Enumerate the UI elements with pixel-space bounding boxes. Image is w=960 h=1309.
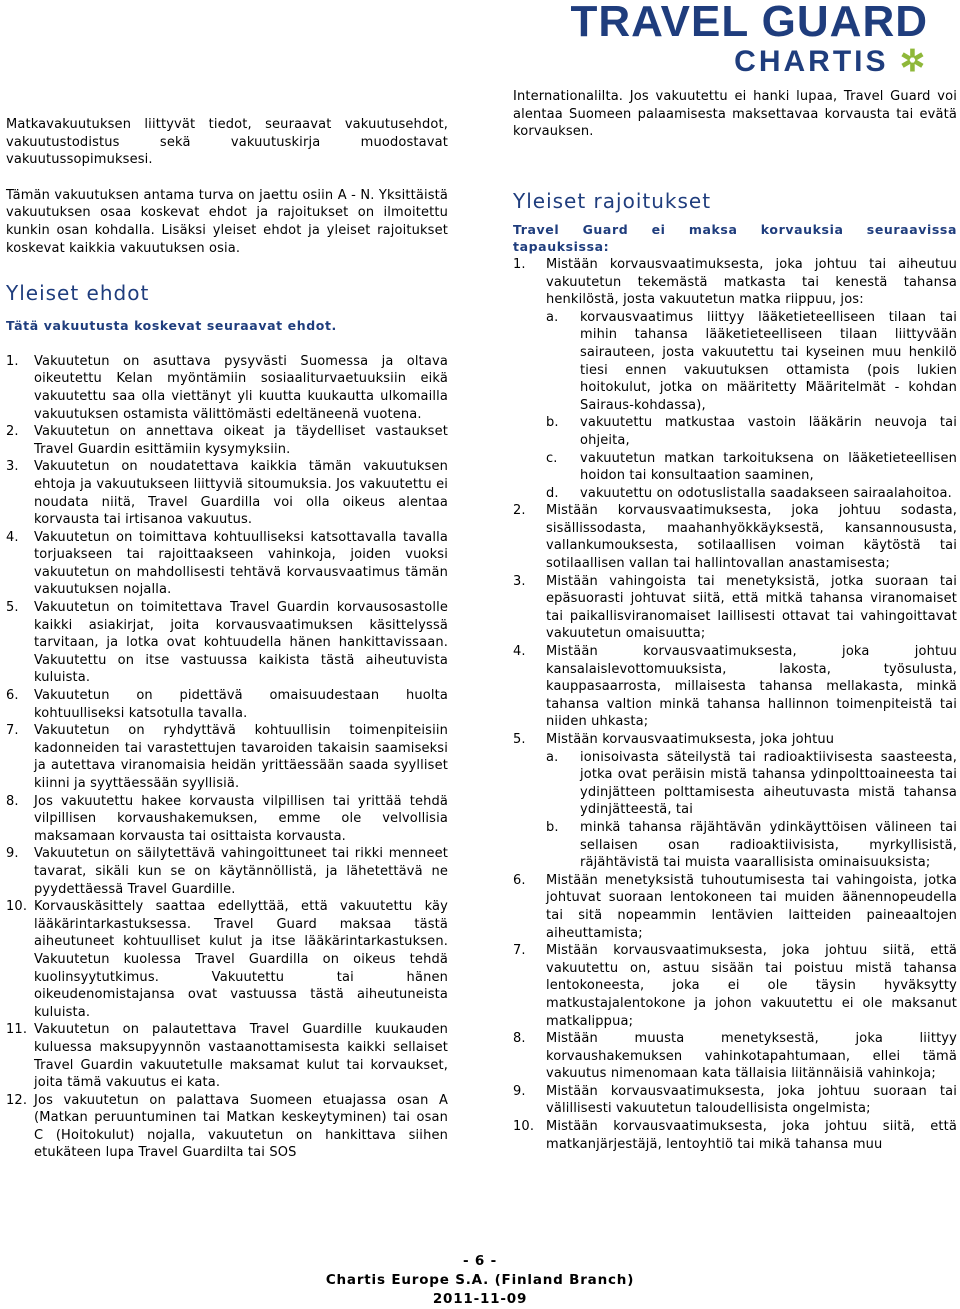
list-item: 1. Mistään korvausvaatimuksesta, joka johtuu tai aiheutuu vakuutetun tekemästä matkasta tai kenestä tahansa henkilöstä, josta vakuutetun matka riippuu, jos: a. korvausvaatimus liittyy lääketieteelliseen tilaan tai mihin tahansa lääketieteelliseen tilaan liittyvään sairauteen, josta vakuutettu tai kyseinen muu henkilö tiesi ennen vakuutuksen ottamista (pois lukien hoitokulut, jotka on määritetty Määritelmät - kohdan Sairaus-kohdassa), b. vakuutettu matkustaa vastoin lääkärin neuvoja tai ohjeita, c. vakuutetun matkan tarkoituksena on lääketieteellisen hoidon tai konsultaation saaminen, d. vakuutettu on odotuslistalla saadakseen sairaalahoitoa. — [513, 256, 957, 501]
sub-list-item: a. ionisoivasta säteilystä tai radioaktiivisesta saasteesta, jotka ovat peräisin mistä tahansa ydinpolttoaineesta tai ydinjätteen polttamisesta aiheutuvasta mistä tahansa ydinjätteestä, tai — [546, 749, 957, 818]
list-item: 10. Korvauskäsittely saattaa edellyttää, että vakuutettu käy lääkärintarkastuksessa. Travel Guard maksaa tästä aiheutuneet kohtuulliset kulut ja itse lääkärintarkastuksen. Vakuutetun kuolessa Travel Guardilla on oikeus tehdä kuolinsyytutkimus. Vakuutettu tai hänen oikeudenomistajansa ovat vastuussa tästä aiheutuneista kuluista. — [6, 899, 448, 1020]
logo-brand: TRAVEL GUARD — [570, 0, 928, 46]
list-item: 2. Vakuutetun on annettava oikeat ja täydelliset vastaukset Travel Guardin esittämiin kysymyksiin. — [6, 424, 448, 457]
page-footer — [0, 1252, 960, 1309]
list-item: 1. Vakuutetun on asuttava pysyvästi Suomessa ja oltava oikeutettu Kelan myöntämiin sosiaaliturvaetuuksiin eikä vakuutettu saa olla viettänyt yli kuutta kuukautta ulkomailla vakuutuksen ostamista välittömästi edeltäneenä vuotena. — [6, 353, 448, 422]
sub-list-item: b. minkä tahansa räjähtävän ydinkäyttöisen välineen tai sellaisen osan radioaktiivisista, myrkyllisistä, räjähtävistä tai muista vaarallisista ominaisuuksista; — [546, 819, 957, 871]
general-exclusions-heading: Yleiset rajoitukset — [513, 188, 712, 213]
list-item: 9. Vakuutetun on säilytettävä vahingoittuneet tai rikki menneet tavarat, sikäli kun se on käytännöllistä, ja lähetettävä ne pyydettäessä Travel Guardille. — [6, 846, 448, 897]
general-terms-list — [6, 353, 448, 1162]
sub-list — [546, 749, 957, 872]
list-item: 3. Vakuutetun on noudatettava kaikkia tämän vakuutuksen ehtoja ja vakuutukseen liittyviä sitoumuksia. Jos vakuutettu ei noudata niitä, Travel Guardilla voi olla oikeus alentaa korvausta tai irtisanoa vakuutus. — [6, 459, 448, 528]
intro-paragraph-1: Matkavakuutuksen liittyvät tiedot, seuraavat vakuutusehdot, vakuutustodistus sekä vakuutuskirja muodostavat vakuutussopimuksesi. — [6, 117, 448, 168]
list-item: 4. Vakuutetun on toimittava kohtuulliseksi katsottavalla tavalla torjuakseen tai rajoittaakseen vahinkoja, joiden vuoksi vakuutetun on mahdollisesti tehtävä korvausvaatimus tämän vakuutuksen nojalla. — [6, 529, 448, 598]
general-terms-heading: Yleiset ehdot — [6, 281, 150, 306]
general-exclusions-list — [513, 256, 957, 1153]
list-item: 5. Vakuutetun on toimitettava Travel Guardin korvausosastolle kaikki asiakirjat, joita korvausvaatimuksen käsittelyssä tarvitaan, ja lotka ovat kohtuudella hänen hankittavissaan. Vakuutettu on itse vastuussa kaikista tästä aiheutuvista kuluista. — [6, 600, 448, 686]
chartis-swirl-icon: ✲ — [899, 45, 928, 78]
list-item: 8. Mistään muusta menetyksestä, joka liittyy korvaushakemuksen vahinkotapahtumaan, ellei tämä vakuutus nimenomaan kata tällaisia liitännäisiä vahinkoja; — [513, 1031, 957, 1082]
general-exclusions-subheading: Travel Guard ei maksa korvauksia seuraavissa tapauksissa: — [513, 221, 957, 255]
right-column — [513, 88, 957, 1153]
continued-paragraph: Internationalilta. Jos vakuutettu ei hanki lupaa, Travel Guard voi alentaa Suomeen palaamisesta maksettavaa korvausta tai evätä korvauksen. — [513, 89, 957, 140]
sub-list — [546, 309, 957, 503]
intro-paragraph-2: Tämän vakuutuksen antama turva on jaettu osiin A - N. Yksittäistä vakuutuksen osaa koskevat ehdot ja rajoitukset on ilmoitettu kunkin osan kohdalla. Lisäksi yleiset ehdot ja yleiset rajoitukset koskevat kaikkia vakuutuksen osia. — [6, 187, 448, 256]
list-item: 9. Mistään korvausvaatimuksesta, joka johtuu suoraan tai välillisesti vakuutetun taloudellisista ongelmista; — [513, 1083, 957, 1117]
sub-list-item: c. vakuutetun matkan tarkoituksena on lääketieteellisen hoidon tai konsultaation saaminen, — [546, 450, 957, 484]
list-item: 12. Jos vakuutetun on palattava Suomeen etuajassa osan A (Matkan peruuntuminen tai Matkan keskeytyminen) tai osan C (Hoitokulut) nojalla, vakuutetun on hankittava siihen etukäteen lupa Travel Guardilta tai SOS — [6, 1092, 448, 1161]
list-item: 10. Mistään korvausvaatimuksesta, joka johtuu siitä, että matkanjärjestäjä, lentoyhtiö tai mikä tahansa muu — [513, 1119, 957, 1152]
list-item: 6. Mistään menetyksistä tuhoutumisesta tai vahingoista, jotka johtuvat suoraan lentokoneen tai muiden äänennopeudella tai sitä nopeammin lentävien laitteiden paineaaltojen aiheuttamista; — [513, 872, 957, 941]
list-item: 11. Vakuutetun on palautettava Travel Guardille kuukauden kuluessa maksupyynnön vastaanottamisesta kaikki sellaiset Travel Guardin vakuutetulle maksamat kulut tai korvaukset, joita tämä vakuutus ei kata. — [6, 1022, 448, 1091]
sub-list-item: d. vakuutettu on odotuslistalla saadakseen sairaalahoitoa. — [546, 485, 952, 501]
sub-list-item: a. korvausvaatimus liittyy lääketieteelliseen tilaan tai mihin tahansa lääketieteelliseen tilaan liittyvään sairauteen, josta vakuutettu tai kyseinen muu henkilö tiesi ennen vakuutuksen ottamista (pois lukien hoitokulut, jotka on määritetty Määritelmät - kohdan Sairaus-kohdassa), — [546, 309, 957, 413]
list-item: 4. Mistään korvausvaatimuksesta, joka johtuu kansalaislevottomuuksista, lakosta, työsulusta, kauppasaarrosta, millaisesta tahansa mellakasta, minkä tahansa valtion minkä tahansa hallinnon toimenpiteistä tai niiden uhkasta; — [513, 644, 957, 730]
list-item: 7. Mistään korvausvaatimuksesta, joka johtuu siitä, että vakuutettu on, astuu sisään tai poistuu mistä tahansa lentokoneesta, joka ei ole täysin hyväksytty matkustajalentokone ja johon vakuutettu ei ole maksanut matkalippua; — [513, 943, 957, 1029]
sub-list-item: b. vakuutettu matkustaa vastoin lääkärin neuvoja tai ohjeita, — [546, 415, 957, 448]
footer-date: 2011-11-09 — [432, 1291, 528, 1307]
list-item: 6. Vakuutetun on pidettävä omaisuudestaan huolta kohtuulliseksi katsotulla tavalla. — [6, 688, 448, 721]
logo-sub: CHARTIS ✲ — [734, 45, 928, 78]
page-number: - 6 - — [463, 1253, 497, 1269]
list-item: 5. Mistään korvausvaatimuksesta, joka johtuu a. ionisoivasta säteilystä tai radioaktiivisesta saasteesta, jotka ovat peräisin mistä tahansa ydinpolttoaineesta tai ydinjätteen polttamisesta aiheutuvasta mistä tahansa ydinjätteestä, tai b. minkä tahansa räjähtävän ydinkäyttöisen välineen tai sellaisen osan radioaktiivisista, myrkyllisistä, räjähtävistä tai muista vaarallisista ominaisuuksista; — [513, 732, 957, 871]
footer-company: Chartis Europe S.A. (Finland Branch) — [325, 1272, 635, 1288]
list-item: 8. Jos vakuutettu hakee korvausta vilpillisen tai yrittää tehdä vilpillisen korvaushakemuksen, emme ole velvollisia maksamaan korvausta tai osittaista korvausta. — [6, 793, 448, 844]
list-item: 7. Vakuutetun on ryhdyttävä kohtuullisin toimenpiteisiin kadonneiden tai varastettujen tavaroiden takaisin saamiseksi ja autettava viranomaisia heidän yrittäessään saada syylliset kiinni ja syyttäessään syyllisiä. — [6, 723, 448, 791]
list-item: 2. Mistään korvausvaatimuksesta, joka johtuu sodasta, sisällissodasta, maahanhyökkäyksestä, kansannoususta, vallankumouksesta, sotilaallisen voiman käytöstä tai sotilaallisen vallan tai hallintovallan anastamisesta; — [513, 503, 957, 572]
list-item: 3. Mistään vahingoista tai menetyksistä, jotka suoraan tai epäsuorasti johtuvat siitä, että mitkä tahansa viranomaiset tai paikallisviranomaiset laillisesti ottavat tai vahingoittavat vakuutetun omaisuutta; — [513, 573, 957, 642]
travel-guard-logo — [571, 0, 929, 78]
general-terms-subheading: Tätä vakuutusta koskevat seuraavat ehdot. — [6, 318, 337, 334]
left-column — [6, 116, 448, 1162]
